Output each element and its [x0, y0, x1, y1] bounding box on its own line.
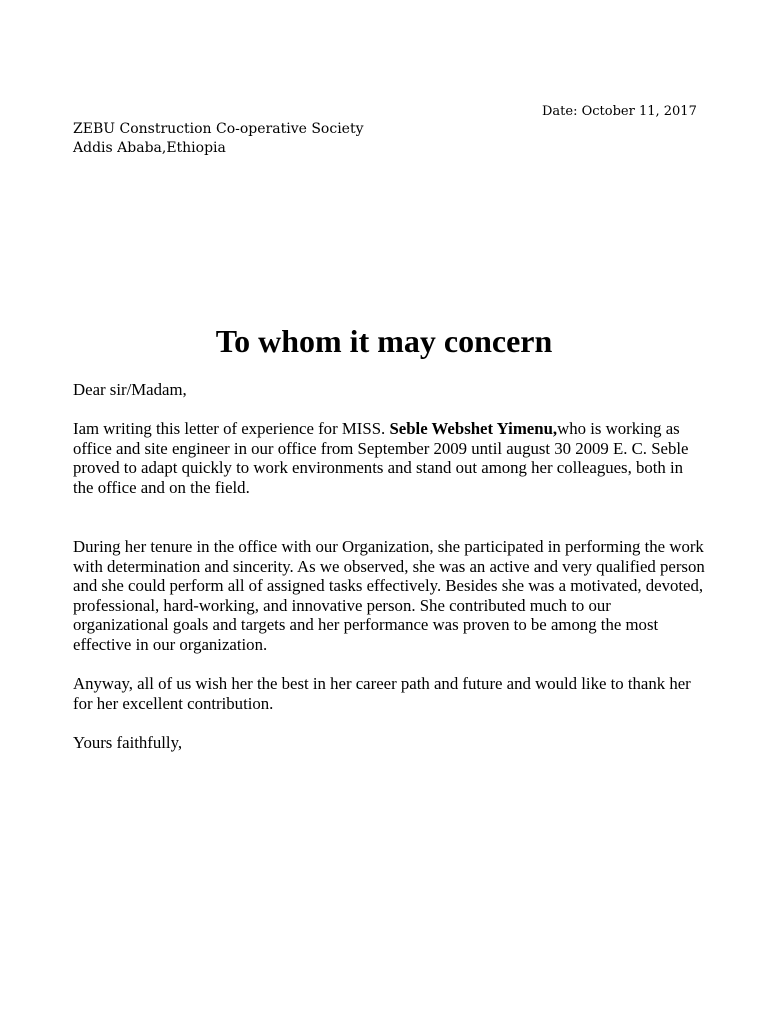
closing: Yours faithfully,: [73, 733, 183, 752]
paragraph-introduction-rest: who is working as office and site engineer in our office from September 2009 until august 30 2009 E. C. Seble proved to adapt quickly to work environments and stand out among her colleagues, both in the office and on the field.: [73, 419, 689, 497]
salutation: Dear sir/Madam,: [73, 380, 187, 399]
sender-location: Addis Ababa,Ethiopia: [73, 140, 226, 156]
paragraph-wishes: Anyway, all of us wish her the best in her career path and future and would like to thank her for her excellent contribution.: [73, 674, 691, 713]
letter-date: Date: October 11, 2017: [542, 104, 697, 119]
paragraph-performance: During her tenure in the office with our Organization, she participated in performing the work with determination and sincerity. As we observed, she was an active and very qualified person and she could perform all of assigned tasks effectively. Besides she was a motivated, devoted, professional, hard-working, and innovative person. She contributed much to our organizational goals and targets and her performance was proven to be among the most effective in our organization.: [73, 537, 705, 654]
letter-title: To whom it may concern: [215, 323, 553, 359]
employee-name: Seble Webshet Yimenu,: [389, 419, 558, 438]
sender-organization: ZEBU Construction Co-operative Society: [73, 121, 364, 137]
paragraph-introduction: [73, 419, 705, 497]
paragraph-introduction-lead: Iam writing this letter of experience for MISS.: [73, 419, 390, 438]
sender-block: [73, 120, 364, 158]
